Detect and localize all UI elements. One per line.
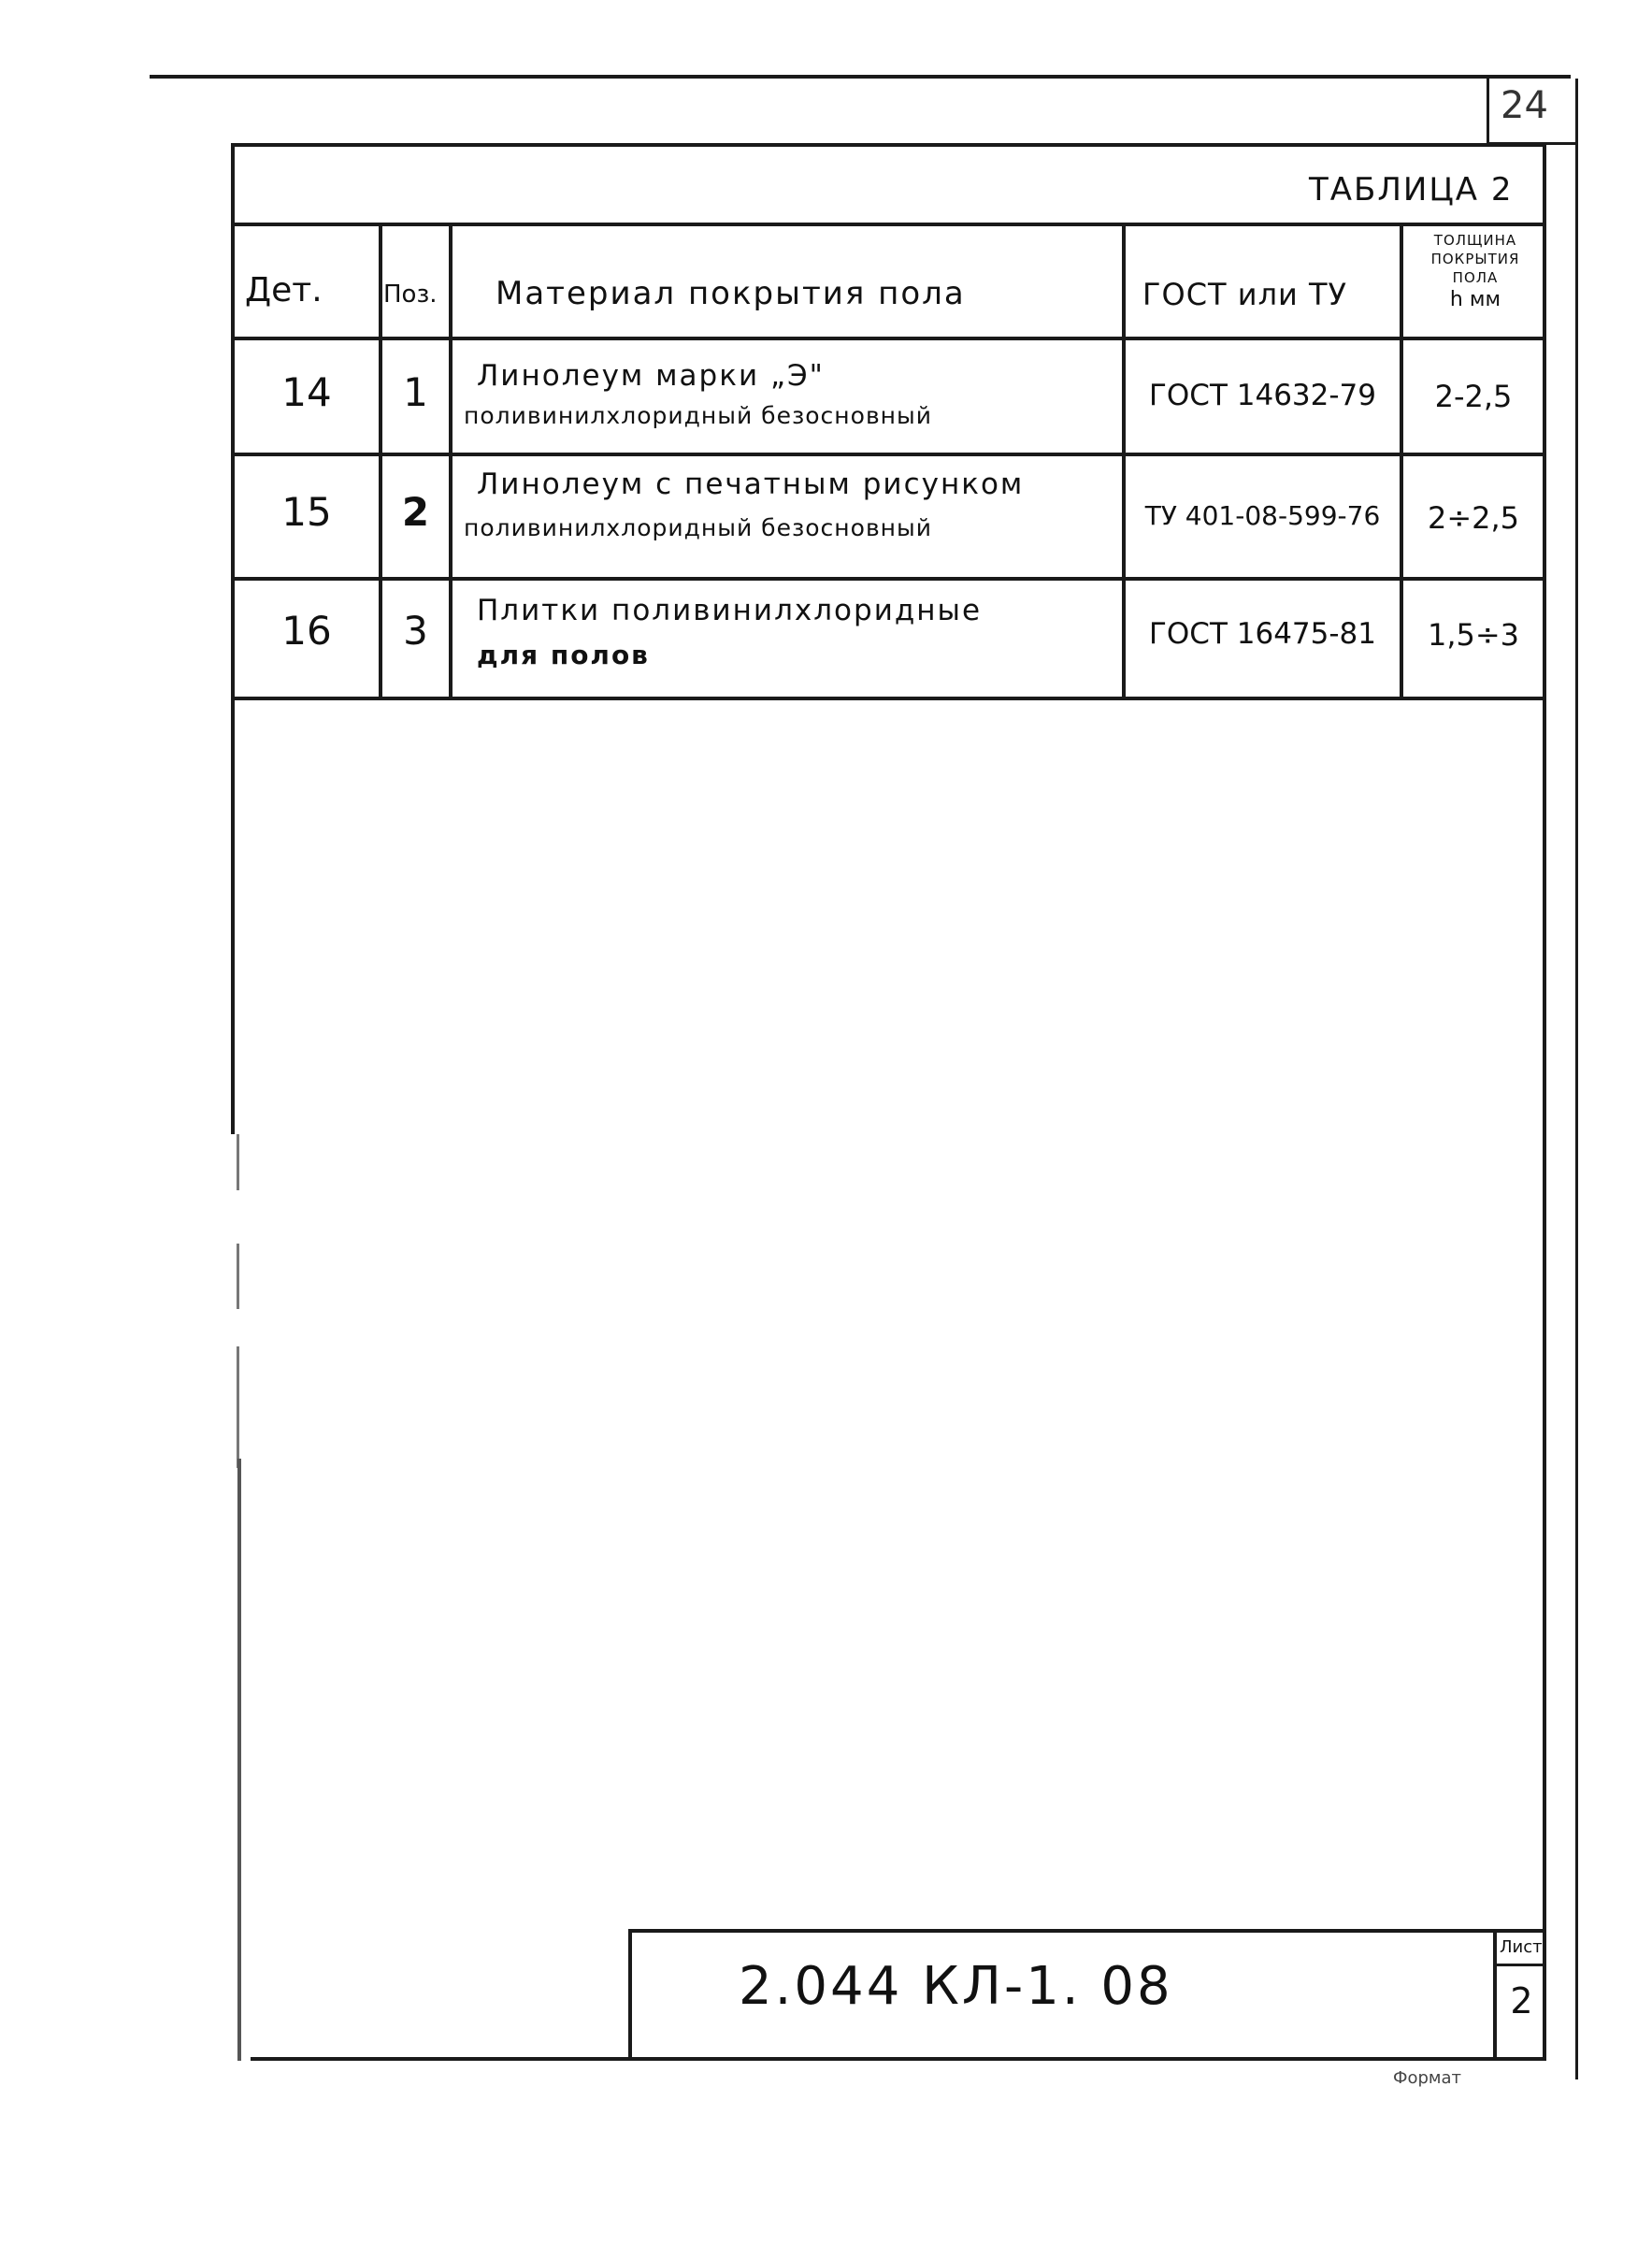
stamp-sheet-label: Лист — [1500, 1937, 1543, 1957]
header-bottom-line — [231, 337, 1546, 340]
row3-bottom-line — [231, 697, 1546, 700]
header-thickness-2: ПОКРЫТИЯ — [1430, 251, 1520, 267]
format-label: Формат — [1393, 2068, 1462, 2088]
header-det: Дет. — [245, 271, 323, 309]
row2-gost: ТУ 401-08-599-76 — [1144, 500, 1381, 531]
left-border-dash-2 — [237, 1244, 239, 1309]
row2-material-line1: Линолеум с печатным рисунком — [477, 468, 1025, 501]
row2-bottom-line — [231, 577, 1546, 581]
row3-gost: ГОСТ 16475-81 — [1149, 617, 1376, 651]
row3-thickness: 1,5÷3 — [1427, 617, 1520, 653]
top-rule — [150, 75, 1571, 79]
header-thickness-4: h мм — [1449, 288, 1501, 311]
row3-pos: 3 — [403, 608, 428, 654]
frame-bottom — [251, 2057, 1546, 2061]
row3-material-line2: для полов — [477, 640, 650, 670]
header-thickness-1: ТОЛЩИНА — [1433, 232, 1517, 249]
col-divider-pos — [449, 223, 453, 699]
row1-det: 14 — [281, 369, 332, 415]
header-thickness-3: ПОЛА — [1452, 269, 1499, 286]
table-title: ТАБЛИЦА 2 — [1309, 171, 1514, 209]
frame-top — [231, 143, 1544, 147]
row2-det: 15 — [281, 489, 332, 535]
row3-det: 16 — [281, 608, 332, 654]
row1-gost: ГОСТ 14632-79 — [1149, 379, 1376, 412]
row1-material-line1: Линолеум марки „Э" — [477, 359, 825, 393]
row3-material-line1: Плитки поливинилхлоридные — [477, 594, 983, 627]
left-border-lower — [237, 1459, 241, 2061]
row2-thickness: 2÷2,5 — [1427, 500, 1520, 536]
row2-material-line2: поливинилхлоридный безосновный — [464, 514, 933, 541]
header-gost: ГОСТ или ТУ — [1142, 277, 1348, 312]
frame-right — [1543, 143, 1546, 2060]
header-pos: Поз. — [383, 281, 438, 309]
header-material: Материал покрытия пола — [496, 275, 966, 312]
page-number-box-left — [1487, 79, 1489, 144]
row2-pos: 2 — [401, 489, 430, 535]
left-border-dash-3 — [237, 1346, 239, 1468]
left-border-dash-1 — [237, 1134, 239, 1190]
row1-material-line2: поливинилхлоридный безосновный — [464, 402, 933, 429]
stamp-sheet-label-line — [1493, 1964, 1546, 1966]
row1-bottom-line — [231, 453, 1546, 456]
stamp-sheet-number: 2 — [1510, 1980, 1533, 2022]
row1-pos: 1 — [403, 369, 428, 415]
row1-thickness: 2-2,5 — [1434, 379, 1513, 414]
page-number: 24 — [1501, 84, 1548, 127]
header-top-line — [231, 223, 1546, 226]
stamp-left-line — [628, 1929, 632, 2060]
stamp-top-line — [628, 1929, 1546, 1933]
stamp-doc-code: 2.044 КЛ-1. 08 — [739, 1956, 1173, 2017]
frame-right-outer — [1575, 79, 1578, 2079]
